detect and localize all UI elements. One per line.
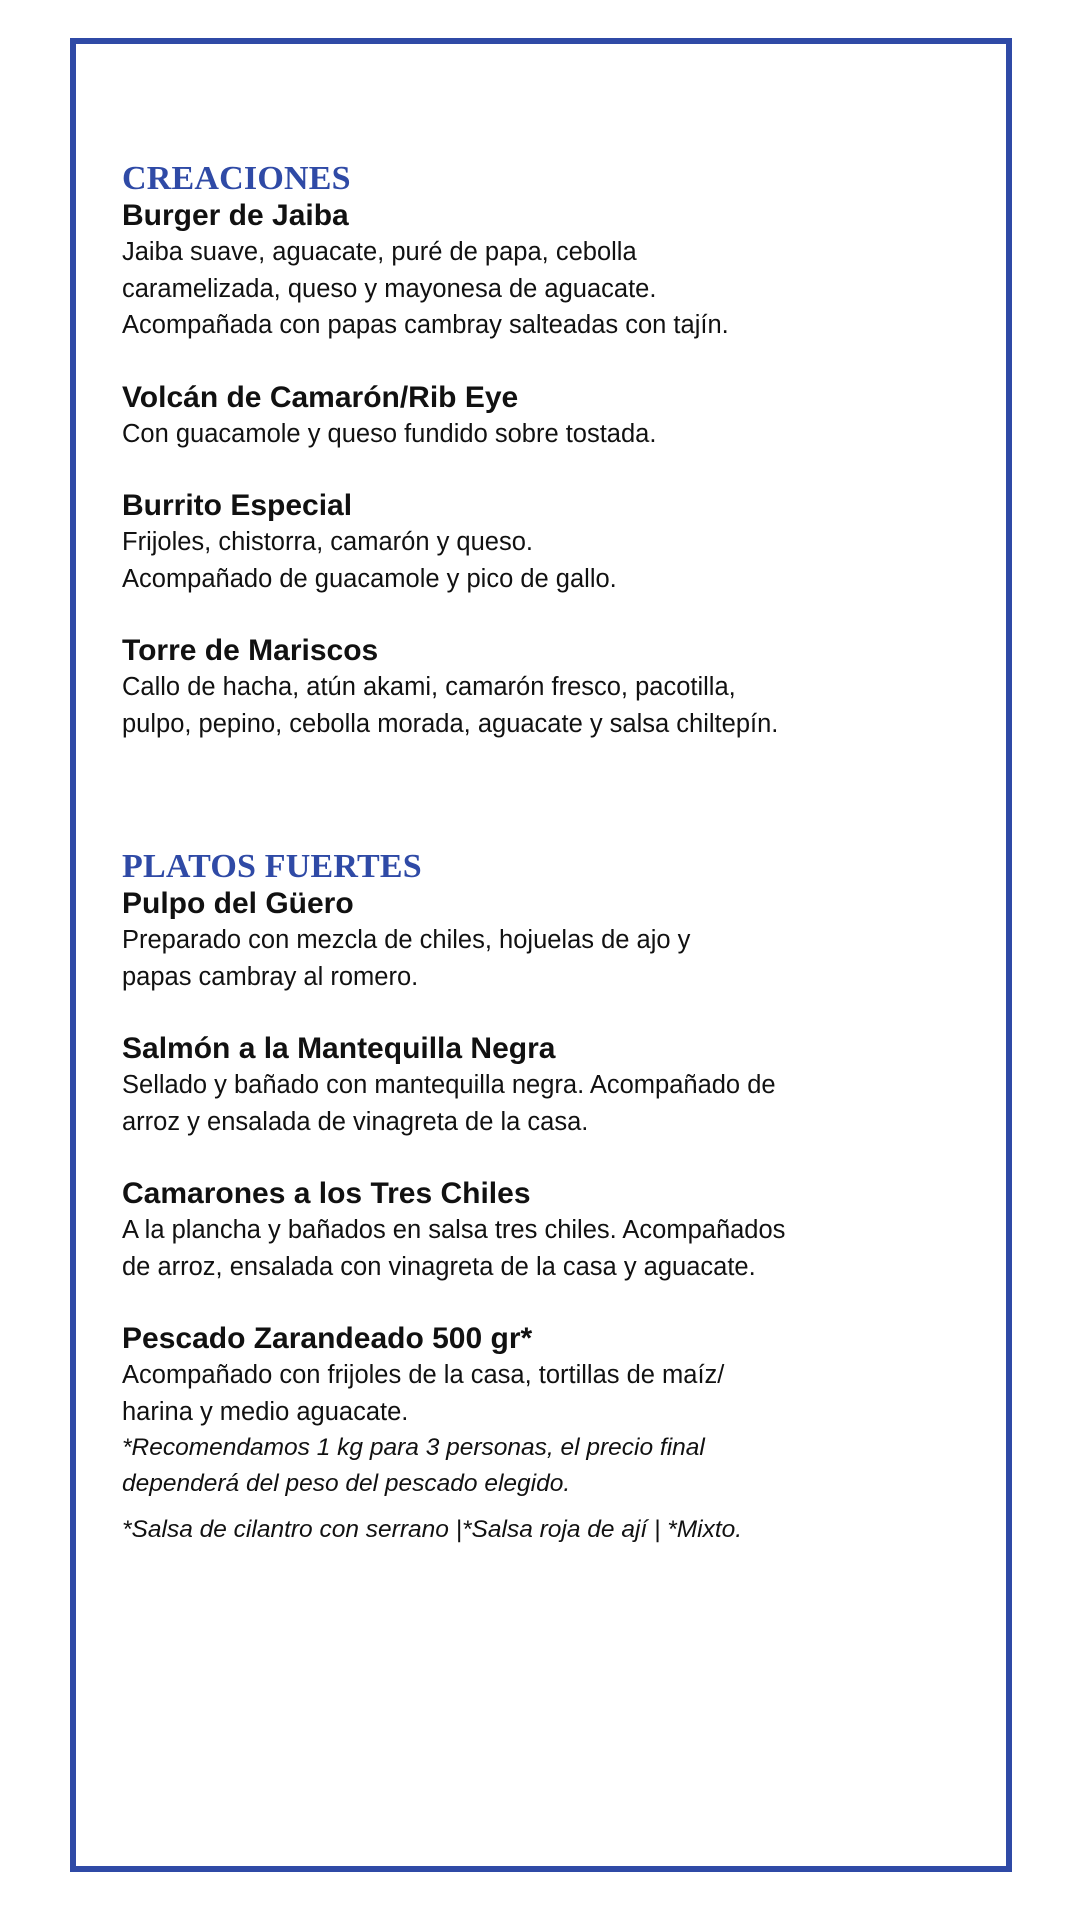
item-description xyxy=(122,1357,902,1430)
description-line: Acompañada con papas cambray salteadas con tajín. xyxy=(122,311,729,339)
item-description xyxy=(122,1067,902,1140)
item-description xyxy=(122,416,902,453)
description-line: Jaiba suave, aguacate, puré de papa, cebolla xyxy=(122,238,637,266)
item-description xyxy=(122,669,902,742)
description-line: Con guacamole y queso fundido sobre tostada. xyxy=(122,419,657,448)
item-note xyxy=(122,1430,902,1502)
description-line: de arroz, ensalada con vinagreta de la casa y aguacate. xyxy=(122,1252,756,1281)
menu-item xyxy=(122,1031,902,1140)
menu-item xyxy=(122,1321,902,1548)
section-title: PLATOS FUERTES xyxy=(122,848,422,885)
description-line: Acompañado de guacamole y pico de gallo. xyxy=(122,564,617,593)
section-title: CREACIONES xyxy=(122,160,351,197)
item-name: Burrito Especial xyxy=(122,489,353,522)
description-line: Preparado con mezcla de chiles, hojuelas de ajo y xyxy=(122,926,691,954)
item-name: Pulpo del Güero xyxy=(122,887,354,920)
description-line: Frijoles, chistorra, camarón y queso. xyxy=(122,528,533,556)
item-name: Pescado Zarandeado 500 gr* xyxy=(122,1322,533,1355)
description-line: Acompañado con frijoles de la casa, tortillas de maíz/ xyxy=(122,1361,725,1389)
item-name: Camarones a los Tres Chiles xyxy=(122,1177,531,1210)
item-description xyxy=(122,922,902,995)
menu-item xyxy=(122,488,902,597)
menu-section-platos-fuertes xyxy=(122,848,902,1548)
menu-item xyxy=(122,886,902,995)
description-line: A la plancha y bañados en salsa tres chiles. Acompañados xyxy=(122,1216,786,1244)
note-line: *Recomendamos 1 kg para 3 personas, el precio final xyxy=(122,1434,705,1461)
menu-content xyxy=(122,160,902,1548)
menu-section-creaciones xyxy=(122,160,902,742)
item-name: Burger de Jaiba xyxy=(122,199,349,232)
description-line: caramelizada, queso y mayonesa de aguacate. xyxy=(122,274,657,303)
note-line: dependerá del peso del pescado elegido. xyxy=(122,1470,571,1497)
menu-item xyxy=(122,380,902,453)
description-line: Sellado y bañado con mantequilla negra. Acompañado de xyxy=(122,1071,776,1099)
description-line: harina y medio aguacate. xyxy=(122,1397,409,1426)
menu-item xyxy=(122,633,902,742)
description-line: arroz y ensalada de vinagreta de la casa. xyxy=(122,1107,589,1136)
item-description xyxy=(122,234,902,344)
description-line: pulpo, pepino, cebolla morada, aguacate y salsa chiltepín. xyxy=(122,709,779,738)
item-name: Torre de Mariscos xyxy=(122,634,379,667)
item-name: Salmón a la Mantequilla Negra xyxy=(122,1032,556,1065)
menu-item xyxy=(122,198,902,344)
item-name: Volcán de Camarón/Rib Eye xyxy=(122,380,519,414)
salsa-options: *Salsa de cilantro con serrano |*Salsa roja de ají | *Mixto. xyxy=(122,1516,743,1543)
description-line: papas cambray al romero. xyxy=(122,962,419,991)
menu-item xyxy=(122,1176,902,1285)
item-description xyxy=(122,1212,902,1285)
description-line: Callo de hacha, atún akami, camarón fresco, pacotilla, xyxy=(122,673,736,701)
item-description xyxy=(122,524,902,597)
